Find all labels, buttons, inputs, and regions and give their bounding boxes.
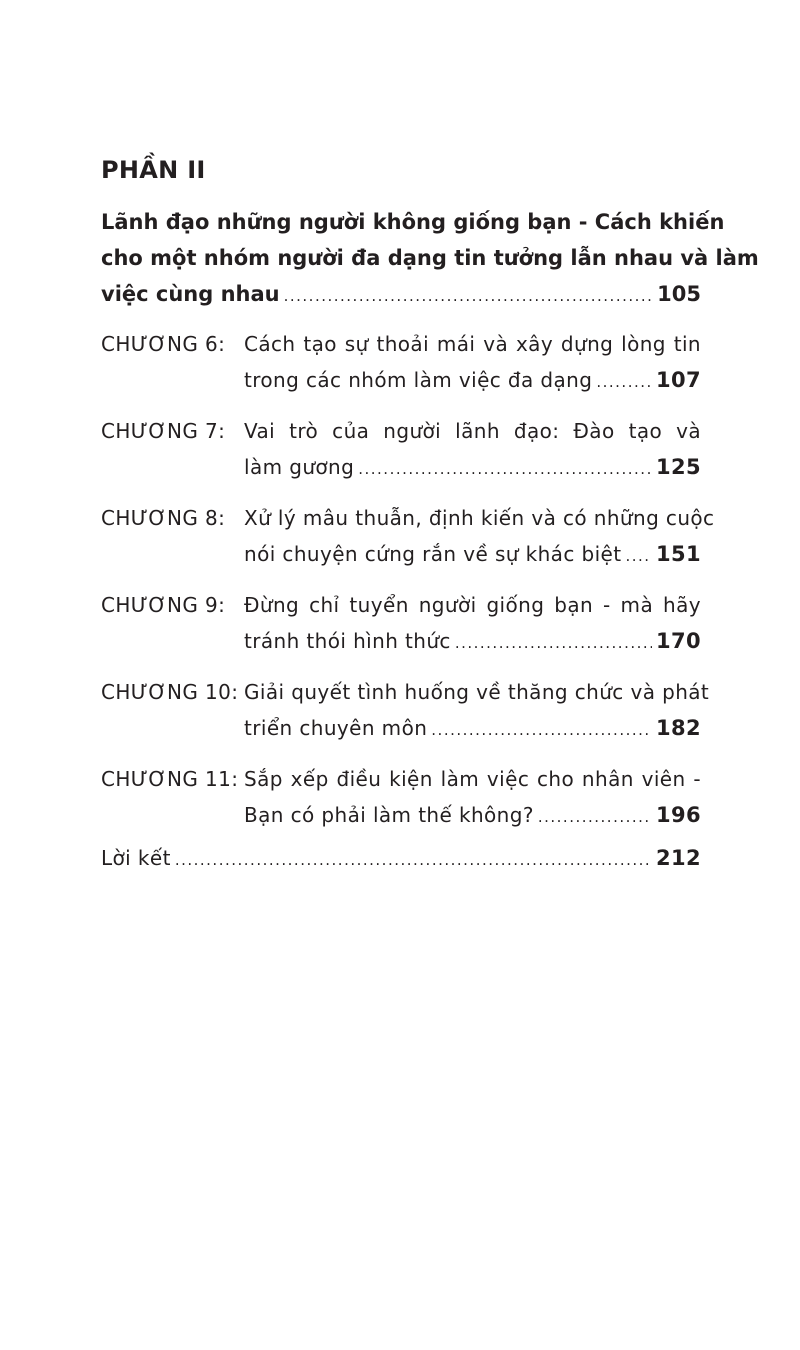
part-title-line: việc cùng nhau [101,282,280,306]
chapter-title-line: tránh thói hình thức [244,629,451,653]
chapter-title-line: Cách tạo sự thoải mái và xây dựng lòng tin [244,332,701,356]
dot-leader [596,364,652,400]
part-title [101,204,759,312]
page-number: 196 [655,803,701,827]
chapter-title-line: Sắp xếp điều kiện làm việc cho nhân viên - [244,767,701,791]
chapter-title-line: Xử lý mâu thuẫn, định kiến và có những cuộc [244,506,715,530]
chapter-title-line: Bạn có phải làm thế không? [244,803,534,827]
dot-leader [175,851,652,869]
dot-leader [538,799,652,835]
chapter-title [244,413,701,485]
dot-leader [431,712,652,748]
chapter-title-last-row [244,710,701,746]
chapter-title-line: làm gương [244,455,355,479]
chapter-title [244,326,701,398]
toc-entry-epilogue[interactable] [101,846,701,882]
toc-entry-chapter-10[interactable] [101,674,710,761]
chapter-title [244,500,715,572]
chapter-title-last-row [244,449,701,485]
page-number: 107 [655,368,701,392]
toc-entry-chapter-6[interactable] [101,326,701,413]
chapter-title [244,761,701,833]
dot-leader [455,625,652,661]
toc-entry-chapter-7[interactable] [101,413,701,500]
part-label: PHẦN II [101,156,206,184]
page-number: 105 [657,282,701,306]
part-title-line: Lãnh đạo những người không giống bạn - Cách khiến [101,210,725,234]
chapter-title-line: Giải quyết tình huống về thăng chức và phát [244,680,710,704]
chapter-title-last-row [244,797,701,833]
chapter-title [244,674,710,746]
toc-entry-chapter-11[interactable] [101,761,701,848]
page-number: 170 [655,629,701,653]
part-title-line: cho một nhóm người đa dạng tin tưởng lẫn nhau và làm [101,246,759,270]
page-number: 151 [655,542,701,566]
part-title-last-row [101,276,701,312]
chapter-label: CHƯƠNG 7: [101,419,226,443]
chapter-title-line: triển chuyên môn [244,716,428,740]
chapter-title-last-row [244,536,701,572]
chapter-title [244,587,701,659]
toc-entry-chapter-9[interactable] [101,587,701,674]
chapter-title-line: trong các nhóm làm việc đa dạng [244,368,593,392]
toc-entry-chapter-8[interactable] [101,500,715,587]
chapter-label: CHƯƠNG 8: [101,506,226,530]
page-number: 182 [655,716,701,740]
chapter-title-last-row [244,623,701,659]
chapter-label: CHƯƠNG 10: [101,680,239,704]
chapter-title-last-row [244,362,701,398]
dot-leader [284,278,654,314]
chapter-label: CHƯƠNG 6: [101,332,226,356]
epilogue-row [101,846,701,882]
chapter-label: CHƯƠNG 11: [101,767,239,791]
chapter-title-line: nói chuyện cứng rắn về sự khác biệt [244,542,622,566]
page-number: 212 [655,846,701,870]
epilogue-label: Lời kết [101,846,171,870]
chapter-title-line: Vai trò của người lãnh đạo: Đào tạo và [244,419,701,443]
chapter-title-line: Đừng chỉ tuyển người giống bạn - mà hãy [244,593,701,617]
dot-leader [358,451,652,487]
page-number: 125 [655,455,701,479]
table-of-contents [101,326,715,848]
dot-leader [625,538,651,574]
chapter-label: CHƯƠNG 9: [101,593,226,617]
